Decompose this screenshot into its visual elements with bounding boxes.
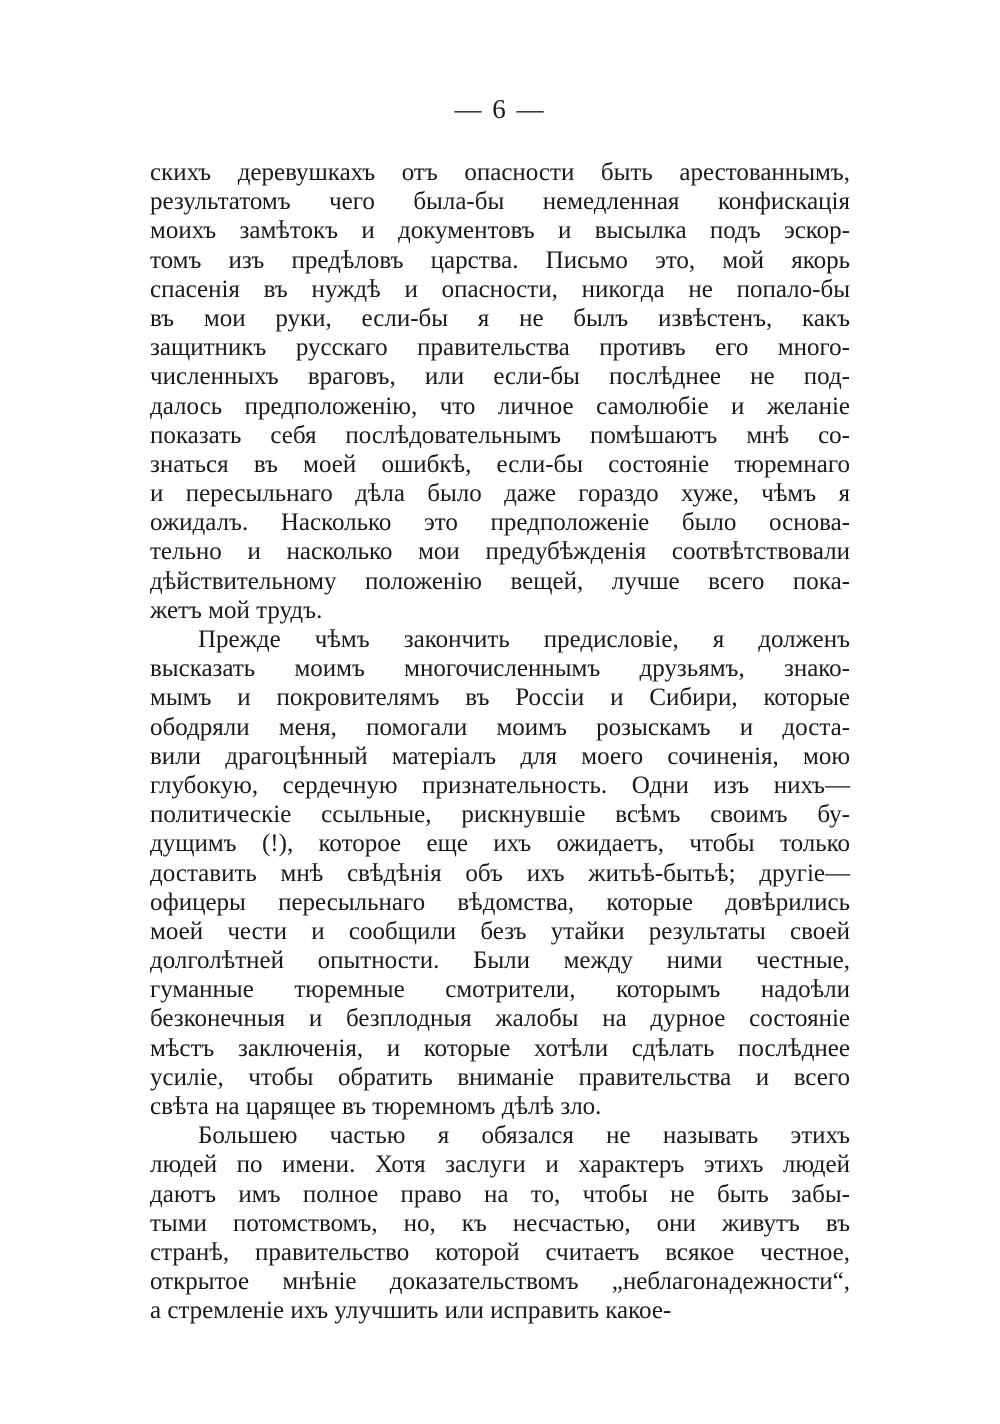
text-line: странѣ, правительство которой считаетъ всякое честное, xyxy=(150,1238,850,1266)
text-line: безконечныя и безплодныя жалобы на дурное состояніе xyxy=(150,1005,850,1033)
text-line: результатомъ чего была-бы немедленная конфискація xyxy=(150,188,850,216)
text-line: ожидалъ. Насколько это предположеніе было основа- xyxy=(150,509,850,537)
text-line: защитникъ русскаго правительства противъ его много- xyxy=(150,334,850,362)
paragraph xyxy=(150,625,850,1121)
page-number: — 6 — xyxy=(454,94,546,124)
text-line: гуманные тюремные смотрители, которымъ надоѣли xyxy=(150,976,850,1004)
text-line: скихъ деревушкахъ отъ опасности быть арестованнымъ, xyxy=(150,159,850,186)
text-line: политическіе ссыльные, рискнувшіе всѣмъ своимъ бу- xyxy=(150,801,850,829)
text-line: усиліе, чтобы обратить вниманіе правительства и всего xyxy=(150,1063,850,1091)
text-line: дущимъ (!), которое еще ихъ ожидаетъ, чтобы только xyxy=(150,830,850,858)
text-line: въ мои руки, если-бы я не былъ извѣстенъ, какъ xyxy=(150,304,850,332)
paragraph xyxy=(150,158,850,625)
text-line: мымъ и покровителямъ въ Россіи и Сибири, которые xyxy=(150,684,850,712)
text-line: моей чести и сообщили безъ утайки результаты своей xyxy=(150,917,850,945)
text-line: а стремленіе ихъ улучшить или исправить какое- xyxy=(150,1297,672,1325)
text-line: вили драгоцѣнный матеріалъ для моего сочиненія, мою xyxy=(150,742,850,770)
text-line: моихъ замѣтокъ и документовъ и высылка подъ эскор- xyxy=(150,217,850,245)
text-line: глубокую, сердечную признательность. Одни изъ нихъ— xyxy=(150,771,850,799)
text-line: показать себя послѣдовательнымъ помѣшаютъ мнѣ со- xyxy=(150,421,850,449)
text-line: численныхъ враговъ, или если-бы послѣднее не под- xyxy=(150,363,850,391)
text-line: жетъ мой трудъ. xyxy=(150,596,323,624)
text-line: свѣта на царящее въ тюремномъ дѣлѣ зло. xyxy=(150,1093,602,1120)
text-line: спасенія въ нуждѣ и опасности, никогда не попало-бы xyxy=(150,275,850,303)
text-line: мѣстъ заключенія, и которые хотѣли сдѣлать послѣднее xyxy=(150,1034,850,1062)
text-line: Прежде чѣмъ закончить предисловіе, я долженъ xyxy=(198,626,850,653)
text-line: открытое мнѣніе доказательствомъ „неблагонадежности“, xyxy=(150,1268,850,1296)
text-line: Большею частью я обязался не называть этихъ xyxy=(198,1122,850,1150)
text-line: доставить мнѣ свѣдѣнія объ ихъ житьѣ-бытьѣ; другіе— xyxy=(150,859,850,887)
text-line: тыми потомствомъ, но, къ несчастью, они живутъ въ xyxy=(150,1209,850,1237)
text-line: далось предположенію, что личное самолюбіе и желаніе xyxy=(150,392,850,420)
text-line: томъ изъ предѣловъ царства. Письмо это, мой якорь xyxy=(150,246,850,274)
body-text xyxy=(150,158,850,1326)
text-line: тельно и насколько мои предубѣжденія соотвѣтствовали xyxy=(150,538,850,566)
text-line: ободряли меня, помогали моимъ розыскамъ и доста- xyxy=(150,713,850,741)
text-line: людей по имени. Хотя заслуги и характеръ этихъ людей xyxy=(150,1151,850,1179)
text-line: и пересыльнаго дѣла было даже гораздо хуже, чѣмъ я xyxy=(150,480,850,508)
paragraph xyxy=(150,1121,850,1325)
text-line: знаться въ моей ошибкѣ, если-бы состояніе тюремнаго xyxy=(150,450,850,478)
text-line: даютъ имъ полное право на то, чтобы не быть забы- xyxy=(150,1180,850,1208)
text-line: офицеры пересыльнаго вѣдомства, которые довѣрились xyxy=(150,888,850,916)
text-line: дѣйствительному положенію вещей, лучше всего пока- xyxy=(150,567,850,595)
text-line: долголѣтней опытности. Были между ними честные, xyxy=(150,947,850,975)
text-line: высказать моимъ многочисленнымъ друзьямъ, знако- xyxy=(150,655,850,683)
